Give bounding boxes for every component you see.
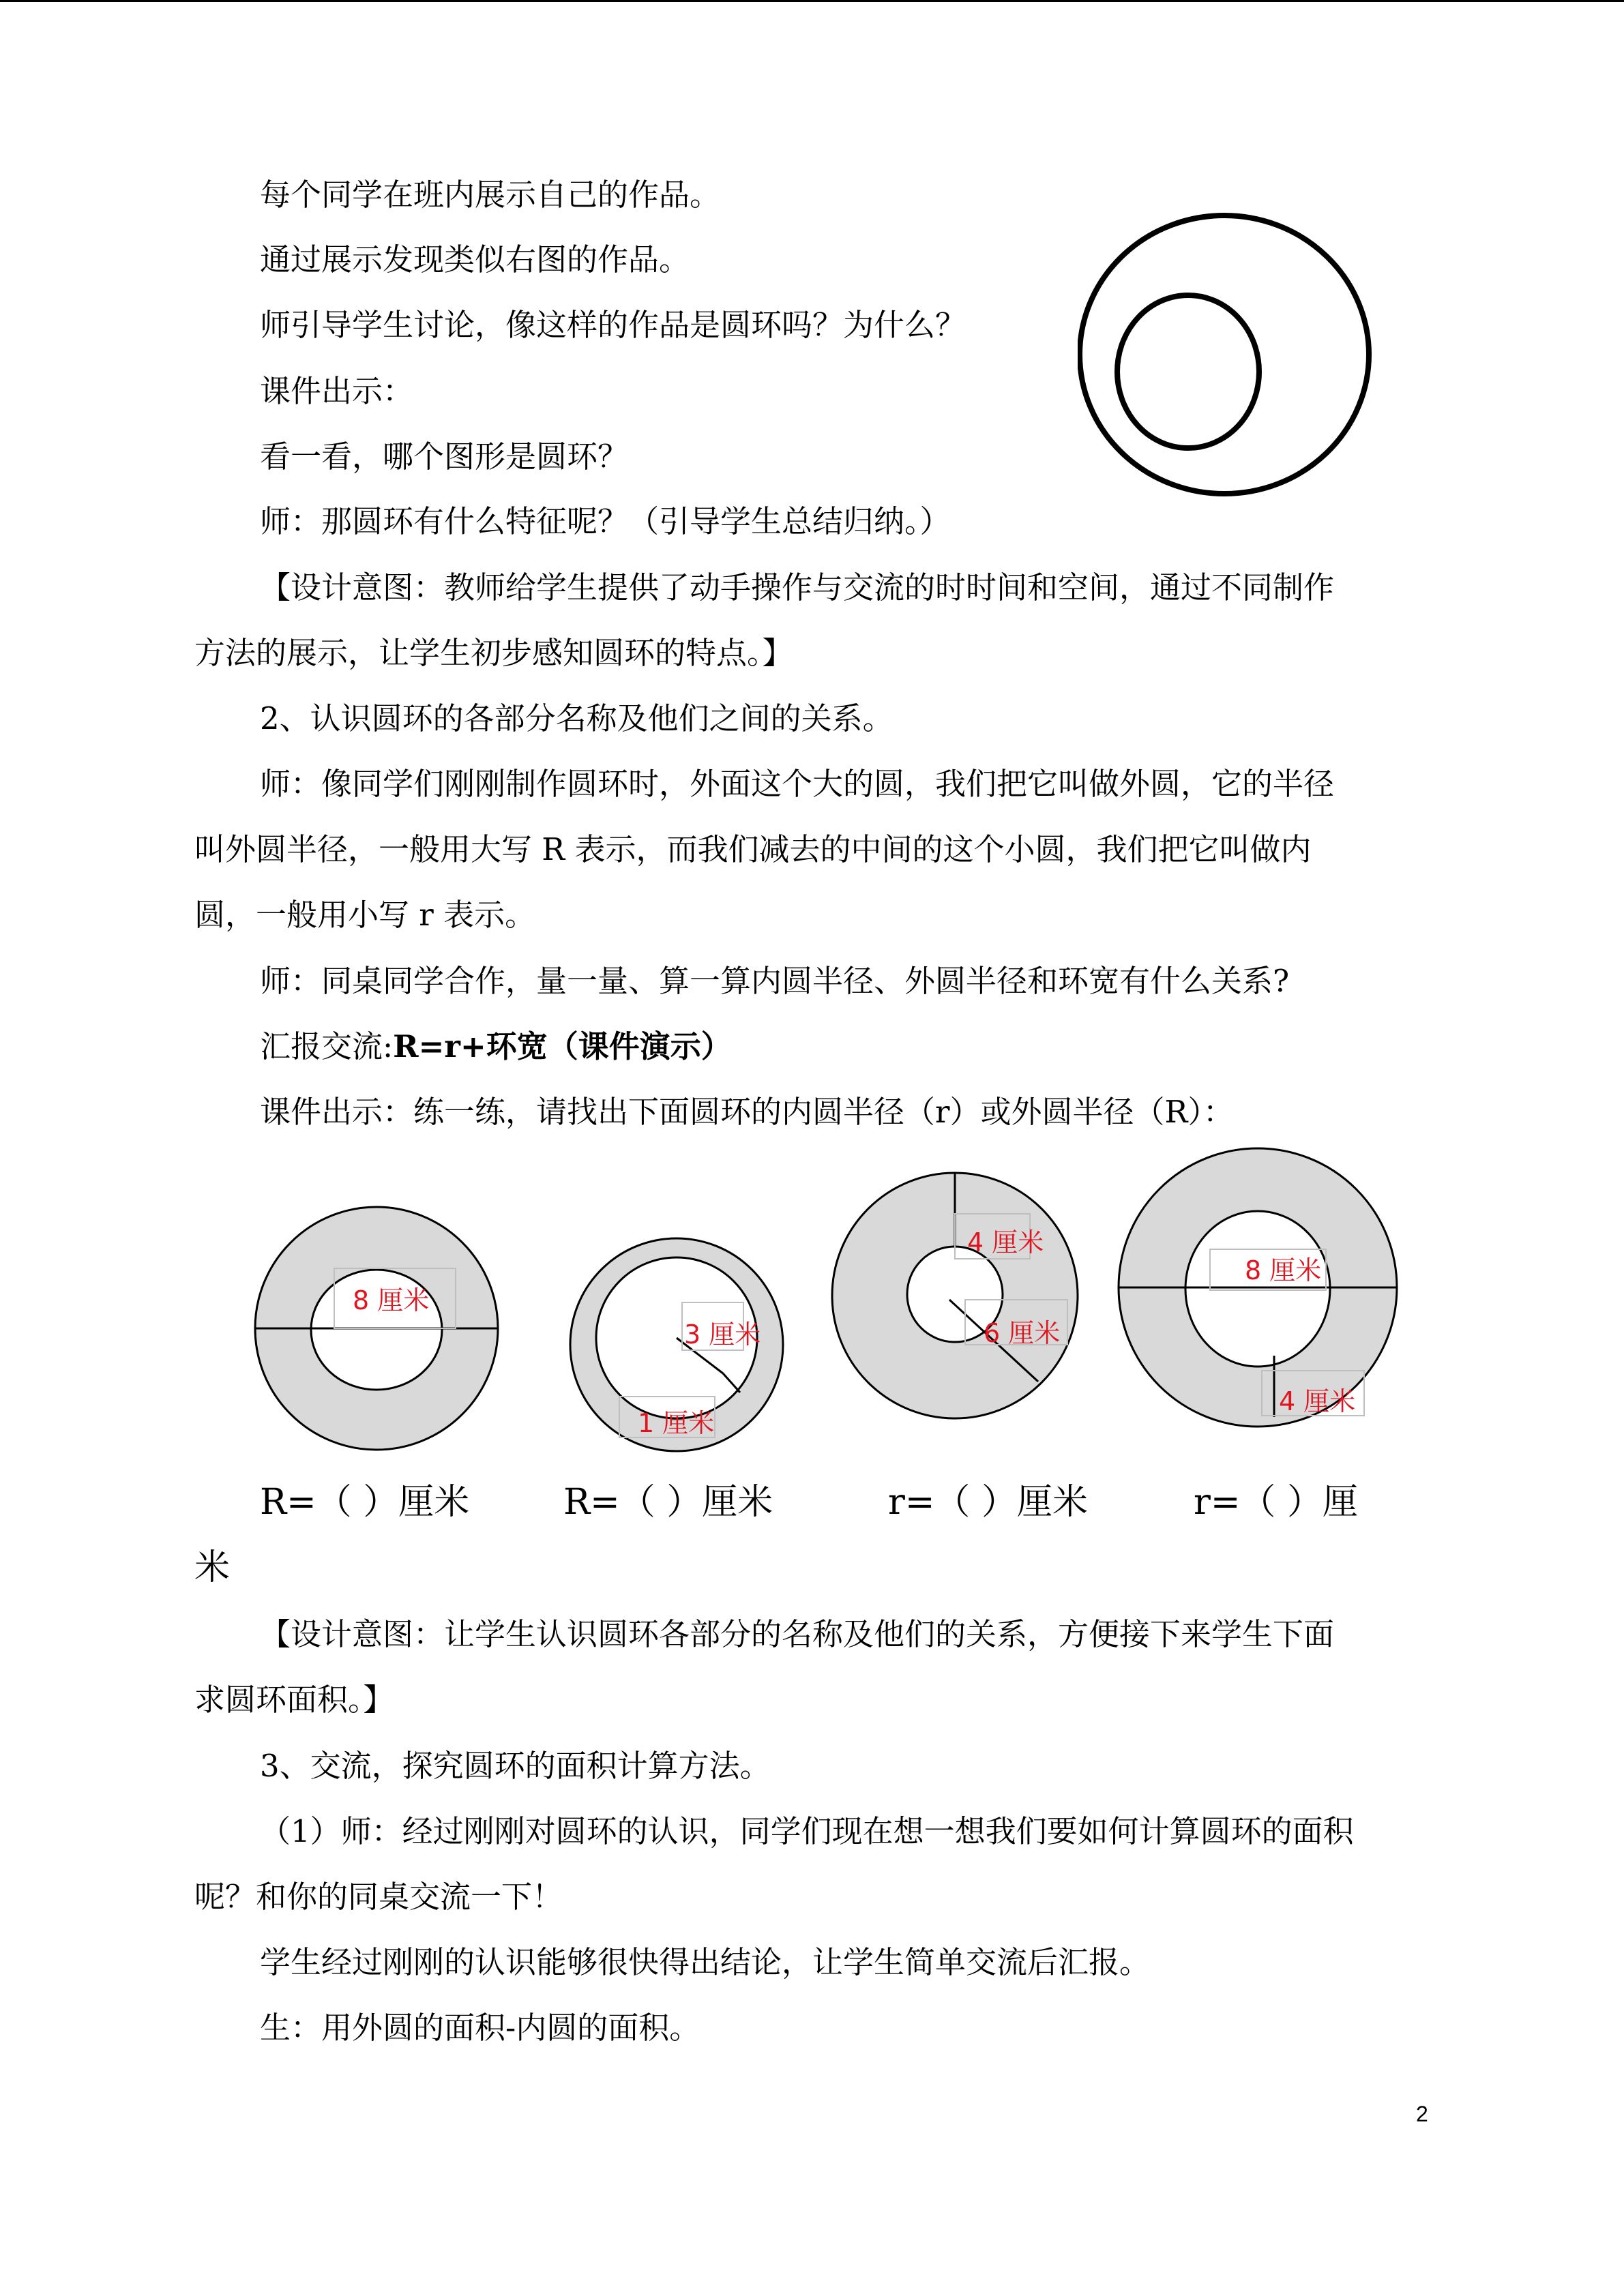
answer-blank-3: r=（ ）厘米 <box>888 1482 1088 1523</box>
design-intent-line: 【设计意图：让学生认识圆环各部分的名称及他们的关系，方便接下来学生下面 <box>260 1616 1335 1652</box>
paragraph: 师：同桌同学合作，量一量、算一算内圆半径、外圆半径和环宽有什么关系? <box>260 963 1290 999</box>
top-border <box>0 0 1624 2</box>
ring-3-label-outer: 6 厘米 <box>984 1318 1061 1348</box>
paragraph: 圆，一般用小写 r 表示。 <box>194 897 536 933</box>
ring-1-label: 8 厘米 <box>353 1285 430 1315</box>
design-intent-line: 方法的展示，让学生初步感知圆环的特点。】 <box>194 635 793 671</box>
ring-exercises <box>246 1139 1426 1466</box>
formula: R=r+环宽（课件演示） <box>393 1028 732 1064</box>
formula-line <box>260 1026 732 1067</box>
ring-2 <box>570 1238 783 1451</box>
paragraph: 师：那圆环有什么特征呢？（引导学生总结归纳。） <box>260 503 951 539</box>
outer-circle <box>1080 215 1369 494</box>
paragraph: 生：用外圆的面积-内圆的面积。 <box>260 2010 700 2046</box>
ring-2-label-inner: 3 厘米 <box>684 1320 761 1350</box>
section-heading: 3、交流，探究圆环的面积计算方法。 <box>260 1748 771 1784</box>
answer-blank-4-cont: 米 <box>194 1547 231 1588</box>
paragraph: 通过展示发现类似右图的作品。 <box>260 241 690 278</box>
ring-4 <box>1119 1148 1397 1427</box>
ring-1 <box>255 1207 498 1450</box>
paragraph: 看一看，哪个图形是圆环？ <box>260 438 629 475</box>
formula-prefix: 汇报交流: <box>260 1028 394 1064</box>
ring-4-label-width: 4 厘米 <box>1279 1386 1356 1416</box>
design-intent-line: 求圆环面积。】 <box>194 1682 394 1718</box>
paragraph: （1）师：经过刚刚对圆环的认识，同学们现在想一想我们要如何计算圆环的面积 <box>260 1813 1354 1849</box>
design-intent-line: 【设计意图：教师给学生提供了动手操作与交流的时时间和空间，通过不同制作 <box>260 569 1335 606</box>
answer-blank-1: R=（ ）厘米 <box>260 1482 470 1523</box>
paragraph: 课件出示：练一练，请找出下面圆环的内圆半径（r）或外圆半径（R）： <box>260 1094 1234 1130</box>
ring-3-label-width: 4 厘米 <box>967 1227 1044 1257</box>
answer-blank-4: r=（ ）厘 <box>1194 1482 1358 1523</box>
ring-4-label-inner-diameter: 8 厘米 <box>1245 1255 1322 1285</box>
paragraph: 叫外圆半径，一般用大写 R 表示，而我们减去的中间的这个小圆，我们把它叫做内 <box>194 831 1312 867</box>
answer-blank-2: R=（ ）厘米 <box>563 1482 773 1523</box>
paragraph: 课件出示： <box>260 373 414 409</box>
inner-circle <box>1117 295 1259 448</box>
paragraph: 师：像同学们刚刚制作圆环时，外面这个大的圆，我们把它叫做外圆，它的半径 <box>260 766 1335 802</box>
ring-3 <box>832 1173 1078 1418</box>
paragraph: 学生经过刚刚的认识能够很快得出结论，让学生简单交流后汇报。 <box>260 1944 1151 1980</box>
circles-figure <box>1078 208 1385 501</box>
section-heading: 2、认识圆环的各部分名称及他们之间的关系。 <box>260 700 894 736</box>
page-number: 2 <box>1416 2102 1428 2126</box>
paragraph: 呢？和你的同桌交流一下！ <box>194 1879 563 1915</box>
ring-2-label-width: 1 厘米 <box>638 1408 715 1438</box>
paragraph: 师引导学生讨论，像这样的作品是圆环吗？为什么？ <box>260 307 966 343</box>
paragraph: 每个同学在班内展示自己的作品。 <box>260 177 721 213</box>
